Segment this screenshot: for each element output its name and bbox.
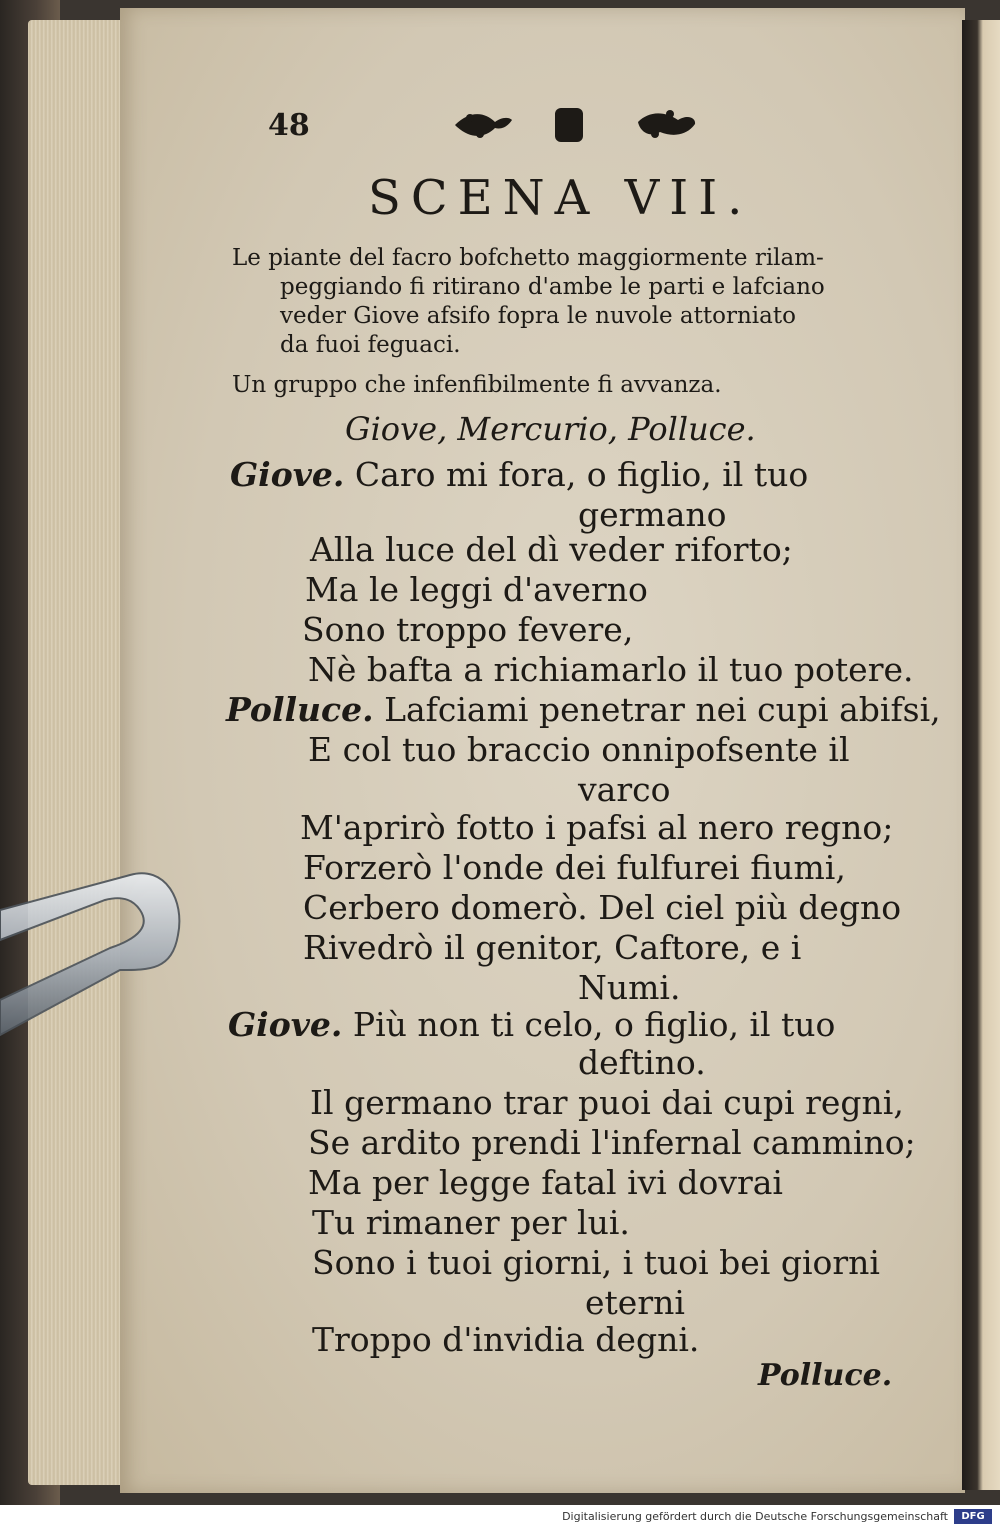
- verse-line: germano: [578, 495, 727, 534]
- speaker-name: Giove.: [228, 1005, 343, 1044]
- dialogue-line: [226, 690, 941, 729]
- verse-line: Cerbero domerò. Del ciel più degno: [303, 888, 902, 927]
- stage-direction-line: veder Giove afsifo fopra le nuvole attorniato: [280, 303, 796, 329]
- page-number: 48: [268, 108, 310, 143]
- ornament-icon: [450, 100, 700, 150]
- verse-text: Caro mi fora, o figlio, il tuo: [354, 455, 809, 494]
- verse-line: Troppo d'invidia degni.: [312, 1320, 700, 1359]
- dialogue-line: [230, 455, 808, 494]
- verse-line: Ma per legge fatal ivi dovrai: [308, 1163, 783, 1202]
- verse-text: Più non ti celo, o figlio, il tuo: [352, 1005, 836, 1044]
- verse-line: deftino.: [578, 1043, 706, 1082]
- verse-line: Sono troppo fevere,: [302, 610, 634, 649]
- verse-text: Lafciami penetrar nei cupi abifsi,: [384, 690, 941, 729]
- book-right-edge: [962, 20, 1000, 1490]
- verse-line: Rivedrò il genitor, Caftore, e i: [303, 928, 802, 967]
- speaker-name: Polluce.: [226, 690, 374, 729]
- scene-title: SCENA VII.: [368, 170, 753, 226]
- dialogue-line: [228, 1005, 835, 1044]
- verse-line: Numi.: [578, 968, 681, 1007]
- stage-direction-line: Le piante del facro bofchetto maggiormente rilam-: [232, 245, 824, 271]
- verse-line: M'aprirò fotto i pafsi al nero regno;: [300, 808, 894, 847]
- catchword: Polluce.: [758, 1358, 893, 1393]
- stage-note: Un gruppo che infenfibilmente fi avvanza.: [232, 372, 722, 398]
- footer-credit: Digitalisierung gefördert durch die Deutsche Forschungsgemeinschaft: [562, 1510, 948, 1523]
- verse-line: E col tuo braccio onnipofsente il: [308, 730, 850, 769]
- verse-line: varco: [578, 770, 671, 809]
- footer-bar: [0, 1505, 1000, 1529]
- page-clip-holder: [0, 870, 185, 1045]
- verse-line: Forzerò l'onde dei fulfurei fiumi,: [303, 848, 846, 887]
- verse-line: Nè bafta a richiamarlo il tuo potere.: [308, 650, 914, 689]
- verse-line: Se ardito prendi l'infernal cammino;: [308, 1123, 916, 1162]
- stage-direction-line: peggiando fi ritirano d'ambe le parti e lafciano: [280, 274, 825, 300]
- speaker-name: Giove.: [230, 455, 345, 494]
- verse-line: eterni: [585, 1283, 685, 1322]
- stage-direction-line: da fuoi feguaci.: [280, 332, 461, 358]
- characters-line: Giove, Mercurio, Polluce.: [345, 410, 756, 448]
- verse-line: Sono i tuoi giorni, i tuoi bei giorni: [312, 1243, 880, 1282]
- page-stack-edge: [28, 20, 128, 1485]
- verse-line: Il germano trar puoi dai cupi regni,: [310, 1083, 904, 1122]
- verse-line: Ma le leggi d'averno: [305, 570, 648, 609]
- dfg-logo: DFG: [954, 1509, 992, 1524]
- verse-line: Tu rimaner per lui.: [312, 1203, 630, 1242]
- verse-line: Alla luce del dì veder riforto;: [310, 530, 793, 569]
